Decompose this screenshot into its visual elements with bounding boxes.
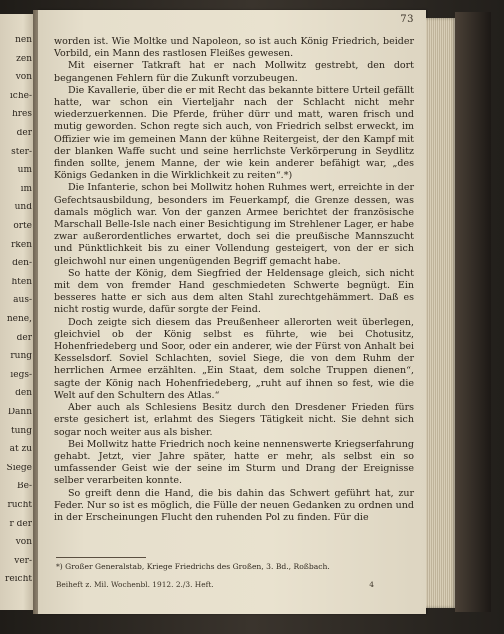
left-page-fragment: r der xyxy=(9,519,32,529)
left-page-fragment: at zu xyxy=(9,445,32,455)
paragraph: worden ist. Wie Moltke und Napoleon, so ist auch König Friedrich, beider Vorbild, ein Mann des rastlosen Fleißes gewesen. xyxy=(54,36,414,60)
paragraph: Die Kavallerie, über die er mit Recht das bekannte bittere Urteil gefällt hatte, war schon ein Vierteljahr nach der Schlacht nicht mehr wiederzuerkennen. Die Pferde, früher dürr und matt, waren frisch und mutig geworden. Schon regte sich auch, von Friedrich selbst erweckt, im Offizier wie im gemeinen Mann der kühne Reitergeist, der den Kampf mit der blanken Waffe sucht und seine herrlichste Verkörperung in Seydlitz finden sollte, jenem Manne, der wie kein anderer befähigt war, „des Königs Gedanken in die Wirklichkeit zu reiten“.*) xyxy=(54,84,414,182)
left-page-fragment: nen xyxy=(15,36,32,45)
left-page-fragment: zen xyxy=(16,54,32,64)
footnote-rule xyxy=(56,557,146,558)
footer xyxy=(56,580,412,589)
page-stack-edge xyxy=(426,18,456,608)
body-text xyxy=(54,36,414,524)
left-page-fragment: der xyxy=(16,333,32,343)
footnote: *) Großer Generalstab, Kriege Friedrichs des Großen, 3. Bd., Roßbach. xyxy=(56,562,330,571)
paragraph: Doch zeigte sich diesem das Preußenheer allerorten weit überlegen, gleichviel ob der König selbst es führte, wie bei Chotusitz, Hohenfriedeberg und Soor, oder ein anderer, wie der Fürst von Anhalt bei Kesselsdorf. Soviel Schlachten, soviel Siege, die von dem Ruhm der herrlichen Armee erzählten. „Ein Staat, dem solche Truppen dienen“, sagte der König nach Hohenfriedeberg, „ruht auf ihnen so fest, wie die Welt auf den Schultern des Atlas.“ xyxy=(54,316,414,401)
paragraph: So greift denn die Hand, die bis dahin das Schwert geführt hat, zur Feder. Nur so ist es möglich, die Fülle der neuen Gedanken zu ordnen und in der Erscheinungen Flucht den ruhenden Pol zu finden. Für die xyxy=(54,487,414,523)
left-page-fragment: der xyxy=(16,129,32,138)
left-page-fragment: rung xyxy=(10,352,32,362)
left-page-fragment: und xyxy=(14,203,32,213)
left-page-fragment: hres xyxy=(11,110,32,120)
signature-mark: 4 xyxy=(369,580,374,589)
left-page-fragment: iegs- xyxy=(10,370,32,380)
left-page-fragment: im xyxy=(20,184,32,194)
left-page-fragment: Be- xyxy=(17,482,32,492)
left-page-fragment: örte xyxy=(13,222,32,231)
left-page-fragment: Dann xyxy=(7,408,32,417)
left-page-fragment: hten xyxy=(11,277,32,287)
left-page-fragment: iche- xyxy=(9,91,32,101)
left-page-fragment: rucht xyxy=(7,501,32,510)
left-page-fragment: aus- xyxy=(13,296,32,306)
left-page-fragment: von xyxy=(15,73,32,83)
footer-publication: Beiheft z. Mil. Wochenbl. 1912. 2./3. Heft. xyxy=(56,580,214,589)
left-page-fragment: von xyxy=(15,538,32,548)
left-facing-page xyxy=(0,14,34,610)
book-cover-edge xyxy=(455,12,491,612)
main-page xyxy=(38,10,426,614)
paragraph: Aber auch als Schlesiens Besitz durch den Dresdener Frieden fürs erste gesichert ist, erlahmt des Siegers Tätigkeit nicht. Sie dehnt sich sogar noch weiter aus als bisher. xyxy=(54,402,414,438)
left-page-fragment: nene, xyxy=(6,315,32,324)
left-page-fragment: tung xyxy=(11,426,32,436)
left-page-fragment: Siege xyxy=(6,463,32,473)
left-page-fragment: ster- xyxy=(11,147,32,157)
left-page-fragment: reicht xyxy=(5,575,32,585)
left-page-fragment: um xyxy=(17,166,32,176)
left-page-fragment: den xyxy=(15,389,32,399)
paragraph: Bei Mollwitz hatte Friedrich noch keine nennenswerte Kriegserfahrung gehabt. Jetzt, vier Jahre später, hatte er mehr, als selbst ein so umfassender Geist wie der seine im Sturm und Drang der Ereignisse selber verarbeiten konnte. xyxy=(54,438,414,487)
left-page-fragment: ver- xyxy=(14,556,32,566)
left-page-fragment: den- xyxy=(12,259,32,269)
left-page-fragment: rken xyxy=(11,240,32,250)
paragraph: So hatte der König, dem Siegfried der Heldensage gleich, sich nicht mit dem von fremder Hand geschmiedeten Schwerte begnügt. Ein besseres hatte er sich aus dem alten Stahl zurechtgehämmert. Daß es nicht rostig wurde, dafür sorgte der Feind. xyxy=(54,267,414,316)
paragraph: Mit eiserner Tatkraft hat er nach Mollwitz gestrebt, den dort begangenen Fehlern für die Zukunft vorzubeugen. xyxy=(54,60,414,84)
paragraph: Die Infanterie, schon bei Mollwitz hohen Ruhmes wert, erreichte in der Gefechtsausbildung, besonders im Feuerkampf, die Grenze dessen, was damals möglich war. Von der ganzen Armee berichtet der französische Marschall Belle-Isle nach einer Besichtigung im Strehlener Lager, er habe zwar außerordentliches erwartet, doch sei die preußische Mannszucht und Pünktlichkeit bis zu einer Vollendung gesteigert, von der er sich gleichwohl nur einen ungenügenden Begriff gemacht habe. xyxy=(54,182,414,267)
page-number: 73 xyxy=(400,14,414,25)
